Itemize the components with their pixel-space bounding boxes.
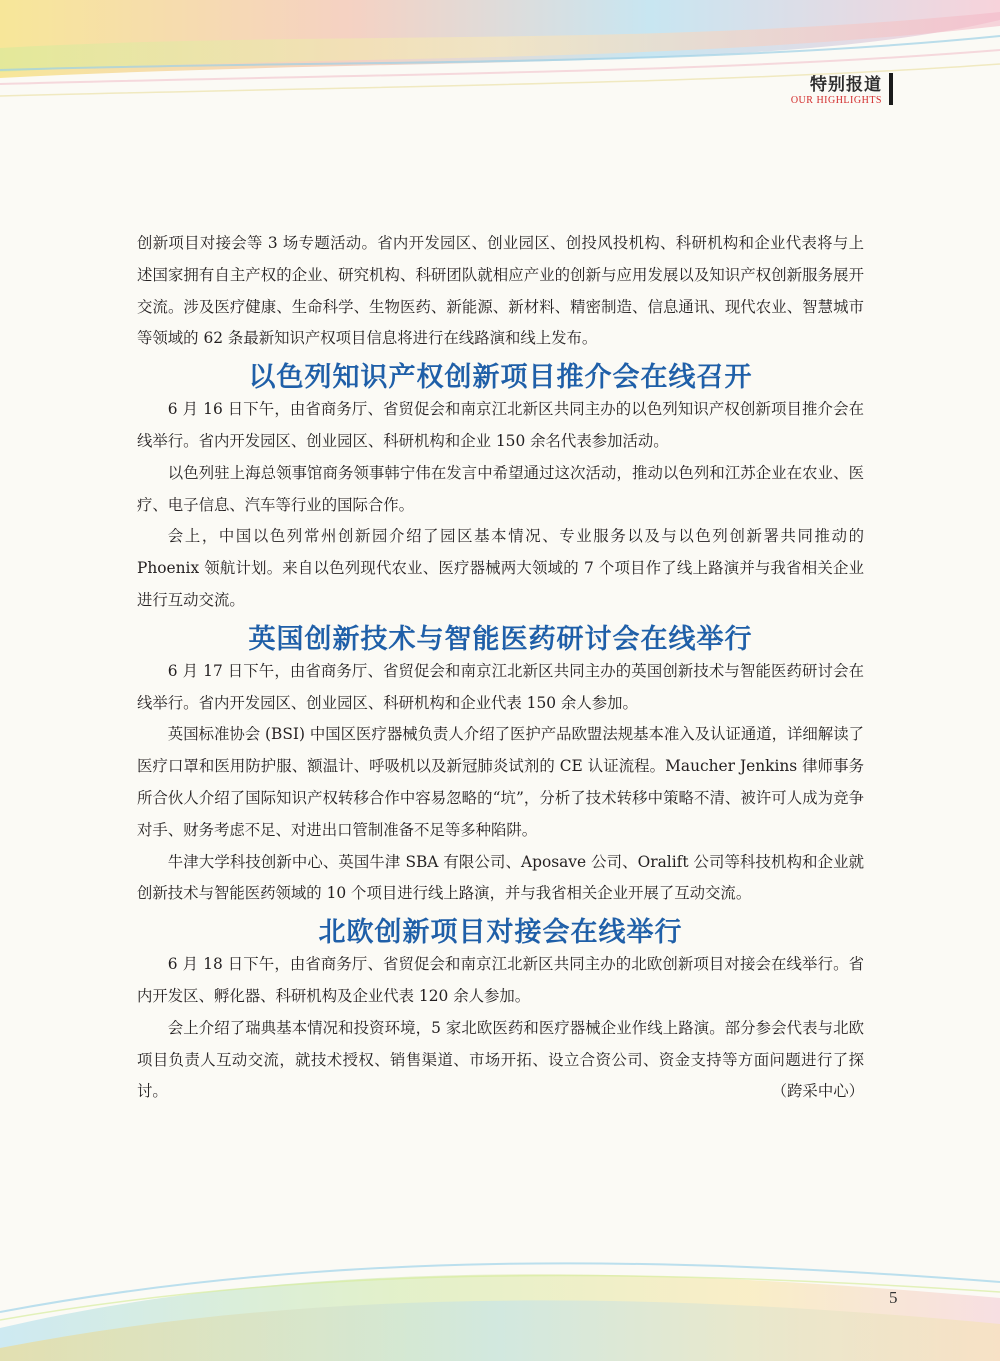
- intro-paragraph: 创新项目对接会等 3 场专题活动。省内开发园区、创业园区、创投风投机构、科研机构和企业代表将与上述国家拥有自主产权的企业、研究机构、科研团队就相应产业的创新与应用发展以及知识产权创新服务展开交流。涉及医疗健康、生命科学、生物医药、新能源、新材料、精密制造、信息通讯、现代农业、智慧城市等领域的 62 条最新知识产权项目信息将进行在线路演和线上发布。: [137, 234, 864, 348]
- uk-paragraph: 6 月 17 日下午，由省商务厅、省贸促会和南京江北新区共同主办的英国创新技术与智能医药研讨会在线举行。省内开发园区、创业园区、科研机构和企业代表 150 余人参加。: [137, 661, 864, 712]
- uk-paragraph: 牛津大学科技创新中心、英国牛津 SBA 有限公司、Aposave 公司、Oralift 公司等科技机构和企业就创新技术与智能医药领域的 10 个项目进行线上路演，并与我省相关企业开展了互动交流。: [137, 852, 864, 903]
- section-heading-nordic: 北欧创新项目对接会在线举行: [318, 917, 683, 949]
- israel-paragraph: 以色列驻上海总领事馆商务领事韩宁伟在发言中希望通过这次活动，推动以色列和江苏企业在农业、医疗、电子信息、汽车等行业的国际合作。: [137, 463, 864, 514]
- nordic-paragraph-text: 会上介绍了瑞典基本情况和投资环境，5 家北欧医药和医疗器械企业作线上路演。部分参会代表与北欧项目负责人互动交流，就技术授权、销售渠道、市场开拓、设立合资公司、资金支持等方面问题进行了探讨。: [137, 1018, 864, 1101]
- header-divider-bar: [889, 73, 893, 105]
- article-body: [137, 228, 864, 1108]
- section-title-en: OUR HIGHLIGHTS: [790, 95, 882, 106]
- section-heading-israel: 以色列知识产权创新项目推介会在线召开: [248, 362, 753, 394]
- source-attribution: （跨采中心）: [771, 1082, 864, 1101]
- section-title-zh: 特别报道: [810, 75, 882, 95]
- section-header: [791, 75, 882, 107]
- nordic-paragraph: 6 月 18 日下午，由省商务厅、省贸促会和南京江北新区共同主办的北欧创新项目对接会在线举行。省内开发区、孵化器、科研机构及企业代表 120 余人参加。: [137, 955, 864, 1005]
- section-heading-uk: 英国创新技术与智能医药研讨会在线举行: [248, 623, 753, 655]
- israel-paragraph: 会上，中国以色列常州创新园介绍了园区基本情况、专业服务以及与以色列创新署共同推动的 Phoenix 领航计划。来自以色列现代农业、医疗器械两大领域的 7 个项目作了线上路演并与我省相关企业进行互动交流。: [137, 527, 864, 609]
- page-number: 5: [889, 1288, 898, 1307]
- bottom-decorative-wave: [0, 1240, 1000, 1361]
- nordic-paragraph: [137, 1013, 864, 1108]
- israel-paragraph: 6 月 16 日下午，由省商务厅、省贸促会和南京江北新区共同主办的以色列知识产权创新项目推介会在线举行。省内开发园区、创业园区、科研机构和企业 150 余名代表参加活动。: [137, 400, 864, 450]
- uk-paragraph: 英国标准协会 (BSI) 中国区医疗器械负责人介绍了医护产品欧盟法规基本准入及认证通道，详细解读了医疗口罩和医用防护服、额温计、呼吸机以及新冠肺炎试剂的 CE 认证流程。Maucher Jenkins 律师事务所合伙人介绍了国际知识产权转移合作中容易忽略的“坑”，分析了技术转移中策略不清、被许可人成为竞争对手、财务考虑不足、对进出口管制准备不足等多种陷阱。: [137, 725, 864, 839]
